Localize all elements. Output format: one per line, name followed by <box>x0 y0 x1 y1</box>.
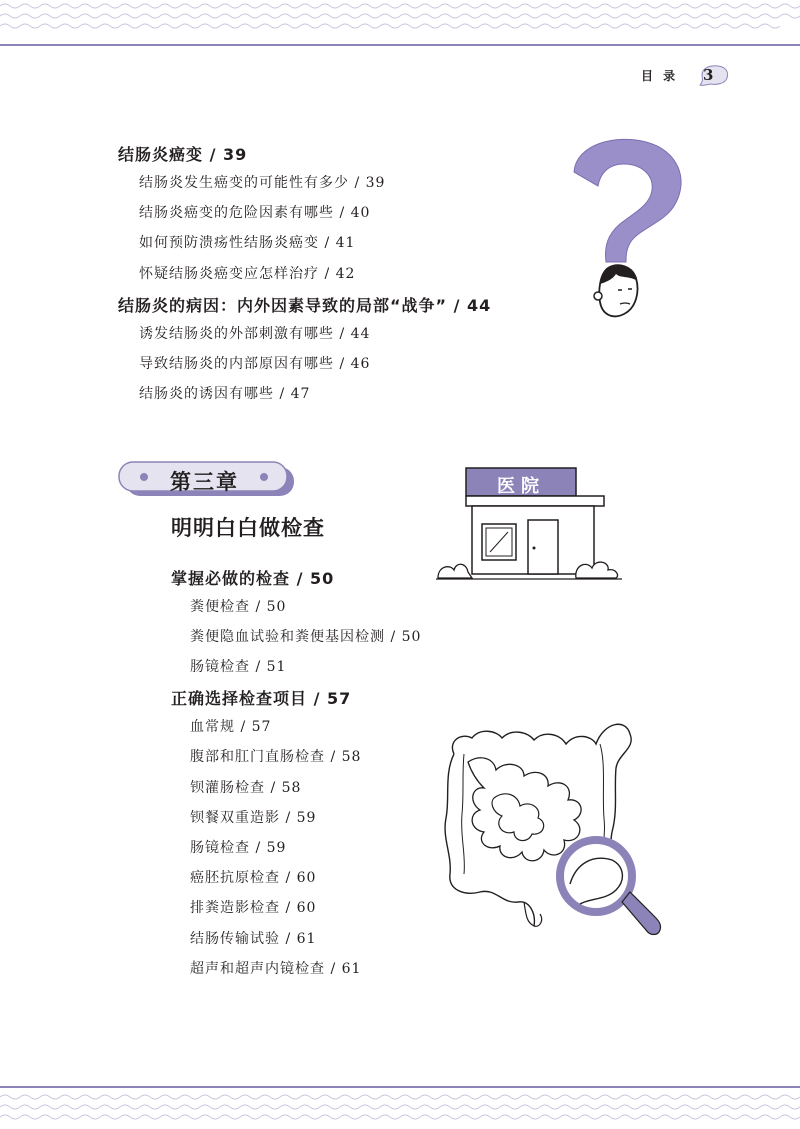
toc-entry[interactable]: 肠镜检查 / 51 <box>190 659 287 675</box>
toc-entry[interactable]: 肠镜检查 / 59 <box>190 840 287 856</box>
toc-entry[interactable]: 诱发结肠炎的外部刺激有哪些 / 44 <box>139 326 371 342</box>
intestine-magnifier-illustration <box>440 714 664 944</box>
toc-entry[interactable]: 导致结肠炎的内部原因有哪些 / 46 <box>139 356 371 372</box>
toc-entry[interactable]: 结肠传输试验 / 61 <box>190 931 317 947</box>
toc-entry[interactable]: 排粪造影检查 / 60 <box>190 900 317 916</box>
toc-section-title[interactable]: 正确选择检查项目 / 57 <box>171 689 352 708</box>
question-mark-illustration <box>566 136 690 326</box>
toc-entry[interactable]: 结肠炎的诱因有哪些 / 47 <box>139 386 311 402</box>
toc-entry[interactable]: 钡餐双重造影 / 59 <box>190 810 317 826</box>
toc-entry[interactable]: 粪便隐血试验和粪便基因检测 / 50 <box>190 629 422 645</box>
toc-entry[interactable]: 钡灌肠检查 / 58 <box>190 780 302 796</box>
toc-section-title[interactable]: 掌握必做的检查 / 50 <box>171 569 335 588</box>
bottom-wave-border <box>0 1089 800 1129</box>
chapter-title: 明明白白做检查 <box>171 516 325 540</box>
running-header-label: 目 录 <box>641 69 679 83</box>
toc-entry[interactable]: 如何预防溃疡性结肠炎癌变 / 41 <box>139 235 356 251</box>
toc-entry[interactable]: 粪便检查 / 50 <box>190 599 287 615</box>
toc-entry[interactable]: 结肠炎癌变的危险因素有哪些 / 40 <box>139 205 371 221</box>
toc-entry[interactable]: 怀疑结肠炎癌变应怎样治疗 / 42 <box>139 266 356 282</box>
top-wave-border <box>0 0 800 40</box>
top-rule <box>0 44 800 46</box>
toc-section-title[interactable]: 结肠炎癌变 / 39 <box>118 145 248 164</box>
hospital-sign-text: 医院 <box>497 476 545 497</box>
toc-entry[interactable]: 血常规 / 57 <box>190 719 272 735</box>
page-number: 3 <box>703 66 714 84</box>
bottom-rule <box>0 1086 800 1088</box>
toc-section-title[interactable]: 结肠炎的病因：内外因素导致的局部“战争” / 44 <box>118 296 492 315</box>
toc-entry[interactable]: 超声和超声内镜检查 / 61 <box>190 961 362 977</box>
toc-entry[interactable]: 癌胚抗原检查 / 60 <box>190 870 317 886</box>
toc-entry[interactable]: 腹部和肛门直肠检查 / 58 <box>190 749 362 765</box>
chapter-number: 第三章 <box>170 470 239 494</box>
toc-entry[interactable]: 结肠炎发生癌变的可能性有多少 / 39 <box>139 175 386 191</box>
